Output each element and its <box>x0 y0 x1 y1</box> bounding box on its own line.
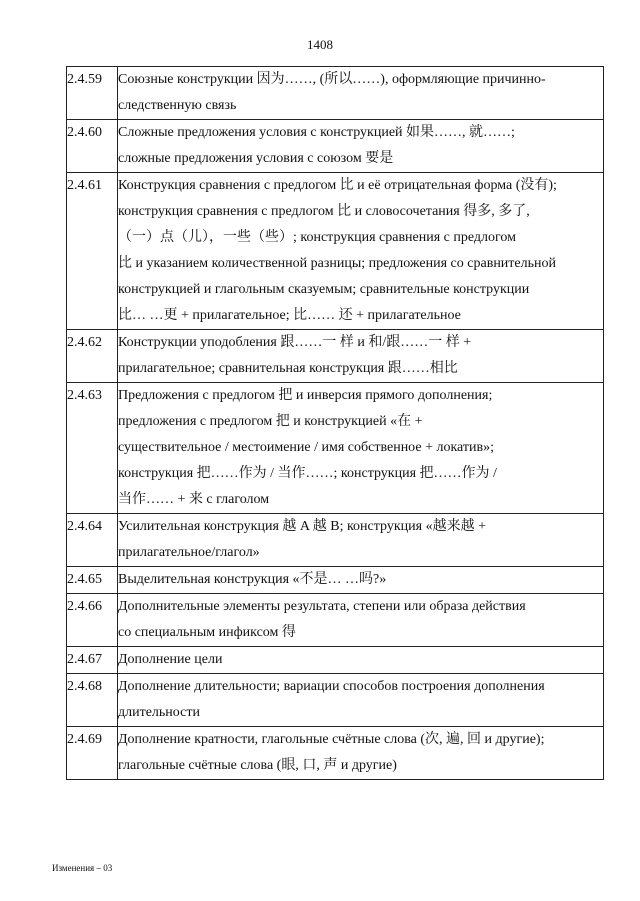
description-line: Предложения с предлогом 把 и инверсия прямого дополнения; <box>118 388 493 403</box>
section-description <box>118 594 604 647</box>
section-code: 2.4.69 <box>67 727 118 780</box>
description-line: Выделительная конструкция «不是… …吗?» <box>118 572 387 587</box>
table-row <box>67 330 604 383</box>
section-description <box>118 567 604 594</box>
description-line: Сложные предложения условия с конструкцией 如果……, 就……; <box>118 125 515 140</box>
description-line: со специальным инфиксом 得 <box>118 625 296 640</box>
section-code: 2.4.61 <box>67 173 118 330</box>
description-line: следственную связь <box>118 98 237 113</box>
description-line: 比 и указанием количественной разницы; предложения со сравнительной <box>118 256 556 271</box>
table-row <box>67 727 604 780</box>
description-line: Усилительная конструкция 越 A 越 B; конструкция «越来越 + <box>118 519 486 534</box>
description-line: Дополнение цели <box>118 652 223 667</box>
description-line: прилагательное/глагол» <box>118 545 260 560</box>
table-row <box>67 514 604 567</box>
description-line: 比… …更 + прилагательное; 比…… 还 + прилагательное <box>118 308 461 323</box>
section-code: 2.4.67 <box>67 647 118 674</box>
section-description <box>118 330 604 383</box>
section-code: 2.4.60 <box>67 120 118 173</box>
section-description <box>118 727 604 780</box>
description-line: предложения с предлогом 把 и конструкцией «在 + <box>118 414 423 429</box>
description-line: Союзные конструкции 因为……, (所以……), оформляющие причинно- <box>118 72 546 87</box>
table-row <box>67 567 604 594</box>
section-description <box>118 383 604 514</box>
table-row <box>67 383 604 514</box>
description-line: Дополнительные элементы результата, степени или образа действия <box>118 599 526 614</box>
description-line: прилагательное; сравнительная конструкция 跟……相比 <box>118 361 458 376</box>
table-row <box>67 647 604 674</box>
description-line: существительное / местоимение / имя собственное + локатив»; <box>118 440 495 455</box>
description-line: глагольные счётные слова (眼, 口, 声 и другие) <box>118 758 397 773</box>
section-description <box>118 67 604 120</box>
section-description <box>118 514 604 567</box>
section-code: 2.4.65 <box>67 567 118 594</box>
description-line: сложные предложения условия с союзом 要是 <box>118 151 394 166</box>
table-row <box>67 674 604 727</box>
description-line: Дополнение длительности; вариации способов построения дополнения <box>118 679 545 694</box>
description-line: 当作…… + 来 с глаголом <box>118 492 270 507</box>
description-line: длительности <box>118 705 200 720</box>
section-description <box>118 647 604 674</box>
description-line: Конструкция сравнения с предлогом 比 и её отрицательная форма (没有); <box>118 178 557 193</box>
section-description <box>118 173 604 330</box>
description-line: Дополнение кратности, глагольные счётные слова (次, 遍, 回 и другие); <box>118 732 545 747</box>
section-description <box>118 674 604 727</box>
table-row <box>67 594 604 647</box>
table-row <box>67 173 604 330</box>
section-code: 2.4.66 <box>67 594 118 647</box>
syntax-topics-table <box>66 66 604 780</box>
description-line: （一）点（儿），一些（些）; конструкция сравнения с предлогом <box>118 230 517 245</box>
description-line: конструкцией и глагольным сказуемым; сравнительные конструкции <box>118 282 530 297</box>
section-code: 2.4.64 <box>67 514 118 567</box>
footer-revision-note: Изменения – 03 <box>52 863 113 873</box>
description-line: конструкция 把……作为 / 当作……; конструкция 把……作为 / <box>118 466 497 481</box>
section-code: 2.4.63 <box>67 383 118 514</box>
page-number: 1408 <box>307 37 333 52</box>
section-code: 2.4.62 <box>67 330 118 383</box>
description-line: конструкция сравнения с предлогом 比 и словосочетания 得多, 多了, <box>118 204 530 219</box>
section-description <box>118 120 604 173</box>
table-row <box>67 67 604 120</box>
table-row <box>67 120 604 173</box>
section-code: 2.4.68 <box>67 674 118 727</box>
section-code: 2.4.59 <box>67 67 118 120</box>
description-line: Конструкции уподобления 跟……一 样 и 和/跟……一 样 + <box>118 335 472 350</box>
